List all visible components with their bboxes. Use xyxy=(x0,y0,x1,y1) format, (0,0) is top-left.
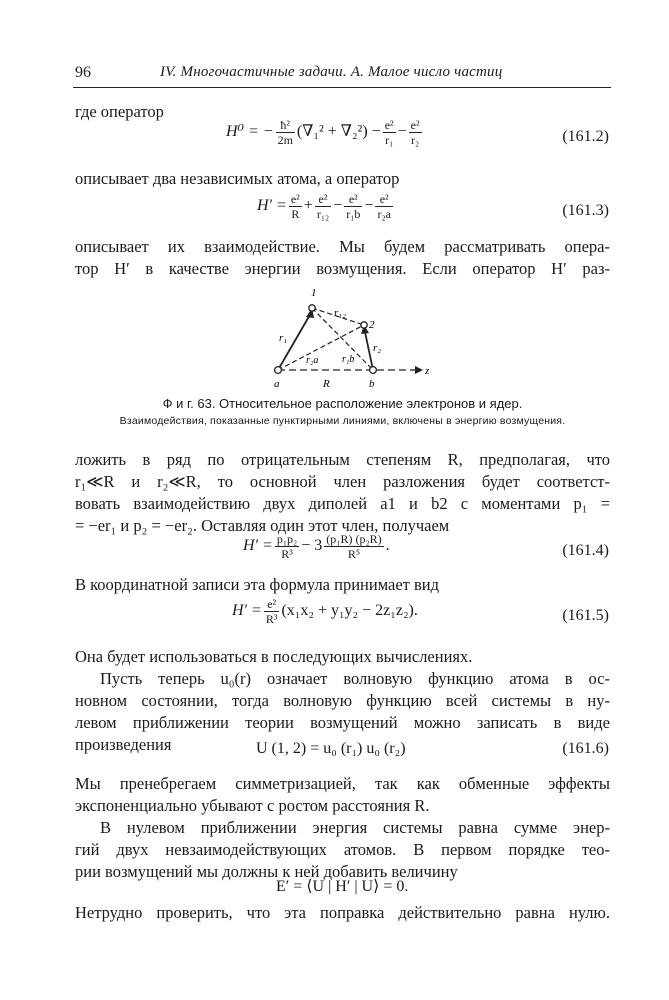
label-r1b: r₁b xyxy=(342,354,355,365)
label-1: 1 xyxy=(311,287,317,299)
text-line: вовать взаимодействию двух диполей a1 и b2 с моментами p₁ = xyxy=(75,494,610,513)
text-line: Пусть теперь u₀(r) означает волновую функцию атома в ос- xyxy=(100,669,610,688)
text-line: ложить в ряд по отрицательным степеням R, предполагая, что xyxy=(75,450,610,469)
label-r2: r₂ xyxy=(373,342,382,354)
label-r2a: r₂a xyxy=(306,355,319,366)
label-r12: r₁₂ xyxy=(334,307,346,319)
equation-number: (161.6) xyxy=(562,740,609,757)
text-line: описывает их взаимодействие. Мы будем рассматривать опера- xyxy=(75,237,610,256)
label-2: 2 xyxy=(369,319,375,331)
text-line: рии возмущений мы должны к ней добавить величину xyxy=(75,862,458,881)
text-line: В координатной записи эта формула принимает вид xyxy=(75,575,440,594)
text-line: тор H′ в качестве энергии возмущения. Если оператор H′ раз- xyxy=(75,259,610,278)
equation-161-2: H⁰ = − $\frac{\text{ħ²}}{2m}$ (∇₁² + ∇₂²) − $\frac{\text{e²}}{\text{r₁}}$ − $\frac{\text{e²}}{\text{r₂}}$ xyxy=(226,118,420,147)
text-line: В нулевом приближении энергия системы равна сумме энер- xyxy=(100,818,610,837)
text-line: = −er₁ и p₂ = −er₂. Оставляя один этот член, получаем xyxy=(75,516,450,535)
electron-1 xyxy=(309,305,315,311)
equation-number: (161.5) xyxy=(562,607,609,624)
text-line: r₁≪R и r₂≪R, то основной член разложения будет соответст- xyxy=(75,472,610,491)
text-line: где оператор xyxy=(75,102,164,121)
z-axis-arrowhead xyxy=(415,366,423,374)
electron-2 xyxy=(361,322,367,328)
equation-number: (161.3) xyxy=(562,202,609,219)
equation-161-6: U (1, 2) = u₀ (r₁) u₀ (r₂) xyxy=(256,740,406,757)
text-line: гий двух невзаимодействующих атомов. В первом порядке тео- xyxy=(75,840,610,859)
equation-number: (161.4) xyxy=(562,542,609,559)
text-line: экспоненциально убывают с ростом расстояния R. xyxy=(75,796,430,815)
figure-63-diagram xyxy=(265,283,435,391)
label-b: b xyxy=(369,378,375,390)
text-line: левом приближении теории возмущений можно записать в виде xyxy=(75,713,610,732)
equation-161-3: H′ = $\frac{\text{e²}}{R}$ + $\frac{\text{e²}}{\text{r₁₂}}$ − $\frac{\text{e²}}{\text{r₁b}}$ − $\frac{\text{e²}}{\text{r₂a}}$ xyxy=(257,192,391,221)
r2-vector xyxy=(365,332,373,370)
equation-e-prime: E′ = ⟨U | H′ | U⟩ = 0. xyxy=(276,878,409,895)
equation-161-4: H′ = $\frac{\text{p₁p₂}}{\text{R³}}$ − 3 $\frac{\text{(p₁R) (p₂R)}}{\text{R⁵}}$ . xyxy=(243,532,390,561)
text-line: новном состоянии, тогда волновую функцию всей системы в ну- xyxy=(75,691,610,710)
label-R: R xyxy=(323,378,330,390)
page-number: 96 xyxy=(75,64,91,81)
label-r1: r₁ xyxy=(279,332,288,344)
figure-caption: Ф и г. 63. Относительное расположение электронов и ядер. xyxy=(162,396,523,411)
header-rule xyxy=(73,87,611,88)
text-line: Она будет использоваться в последующих вычислениях. xyxy=(75,647,473,666)
text-line: Нетрудно проверить, что эта поправка действительно равна нулю. xyxy=(75,903,610,922)
equation-161-5: H′ = $\frac{\text{e²}}{\text{R³}}$ (x₁x₂ + y₁y₂ − 2z₁z₂). xyxy=(232,597,418,626)
equation-number: (161.2) xyxy=(562,128,609,145)
text-line: произведения xyxy=(75,735,172,754)
running-title: IV. Многочастичные задачи. A. Малое число частиц xyxy=(160,64,503,80)
label-a: a xyxy=(274,378,280,390)
figure-caption-note: Взаимодействия, показанные пунктирными линиями, включены в энергию возмущения. xyxy=(119,415,566,427)
text-line: описывает два независимых атома, а оператор xyxy=(75,169,400,188)
nucleus-a xyxy=(275,367,282,374)
nucleus-b xyxy=(370,367,377,374)
label-z: z xyxy=(425,365,430,377)
text-line: Мы пренебрегаем симметризацией, так как обменные эффекты xyxy=(75,774,610,793)
